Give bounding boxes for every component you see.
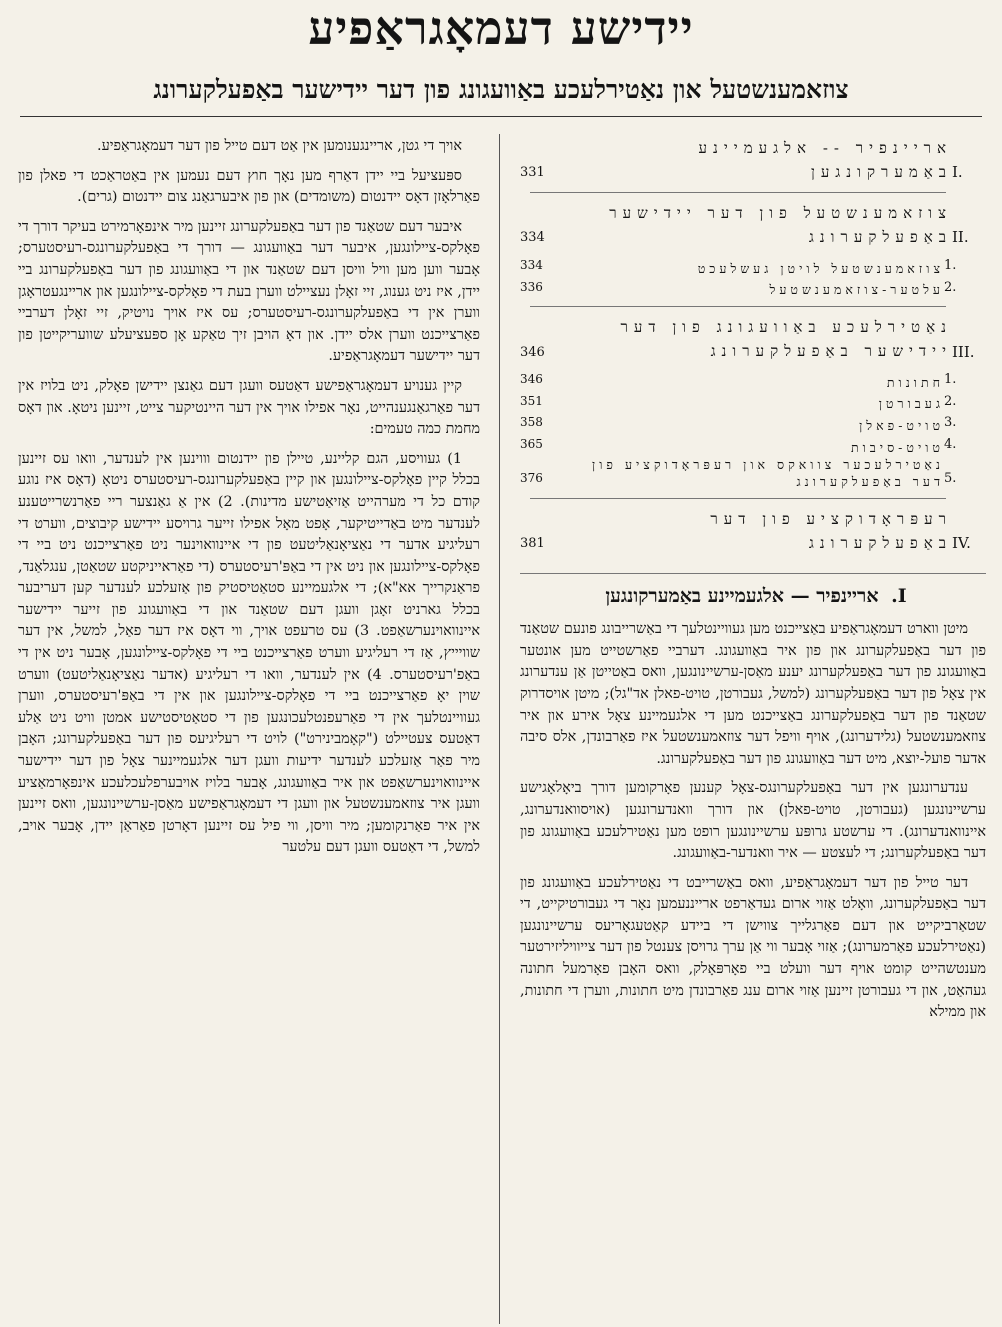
section-heading: [520, 573, 986, 608]
column-divider: [499, 134, 500, 1324]
toc-subitem-label: צוזאמענשטעל לויטן געשלעכט: [697, 260, 944, 276]
toc-item-number: I.: [952, 163, 963, 182]
body-paragraph: קיין גענויע דעמאָגראַפישע דאַטעס וועגן דעם גאַנצן יידישן פאָלק, ניט בלויז אין דער פאַרגאַנגענהייט, נאָר אפילו אויך אין דער היינטיקער צייט, זיינען ניטאָ. און דאָס מחמת כמה טעמים:: [18, 377, 480, 438]
left-column: [18, 136, 480, 867]
toc-subitem[interactable]: [520, 391, 968, 413]
toc-subitem[interactable]: [520, 369, 968, 391]
toc-item[interactable]: [520, 315, 986, 363]
toc-subitem-number: 3.: [944, 415, 957, 431]
toc-subitem-label: עלטער-צוזאמענשטעל: [769, 282, 944, 298]
toc-item[interactable]: [520, 136, 986, 184]
toc-subitem-page: 365: [520, 436, 543, 451]
toc-subitem-page: 334: [520, 258, 543, 272]
toc-subitem-number: 1.: [944, 258, 957, 273]
toc-separator: [530, 498, 946, 499]
toc-item-label: רעפּראָדוקציע פון דער באַפעלקערונג: [710, 509, 952, 552]
toc-item-page: 381: [520, 535, 545, 551]
toc-separator: [530, 192, 946, 193]
toc-item-page: 334: [520, 230, 545, 246]
toc-subitem-page: 376: [520, 470, 543, 485]
section-title: אריינפיר — אלגעמיינע באַמערקונגען: [605, 584, 879, 607]
toc-subitem[interactable]: [520, 434, 968, 456]
body-paragraph: ספּעציעל ביי יידן דאַרף מען נאָך חוץ דעם נעמען אין באַטראַכט די פאלן פון פאַרלאָזן דאָס יידנטום (משומדים) און פון איבערגאַנג צום יידנטום (גרים).: [18, 167, 480, 206]
toc-subitem-number: 1.: [944, 372, 957, 388]
toc-item-number: II.: [952, 228, 969, 247]
toc-item-page: 331: [520, 165, 545, 181]
table-of-contents: [520, 136, 986, 555]
toc-subitem-page: 336: [520, 279, 543, 294]
body-paragraph: אויך די גטן, אריינגענומען אין אַט דעם טייל פון דער דעמאָגראַפיע.: [97, 138, 462, 154]
toc-subitem[interactable]: [520, 412, 968, 434]
toc-subitem-label: חתונות: [886, 374, 944, 390]
toc-subitem-label: טויט-פאלן: [859, 417, 944, 433]
toc-item[interactable]: [520, 507, 986, 555]
toc-item-label: נאַטירלעכע באַוועגונג פון דער יידישער באַפעלקערונג: [620, 318, 952, 361]
toc-item-number: III.: [952, 342, 975, 361]
toc-subitem-page: 358: [520, 415, 543, 430]
toc-subitem-label: נאַטירלעכער צוואקס און רעפּראָדוקציע פון דער באַפעלקערונג: [592, 456, 944, 489]
section-number: I.: [891, 584, 907, 607]
body-paragraph: דער טייל פון דער דעמאָגראַפיע, וואס באַשרייבט די נאַטירלעכע באַוועגונג פון דער באַפעלקערונג, וואָלט אַזוי ארום געדאַרפט ארייננעמען נאָר די געבורטיקייט, די שטאַרביקייט און דעם פאַרגלייך צווישן די ביידע קאַטעגאָריעס ערשיינונגען (נאַטירלעכע פאַרמערונג); אַזוי אָבער ווי אַן ערך גרויסן צענטל פון דער צייוויליזירטער מענטשהייט קומט אויף דער וועלט ביי פאָרפּאָלק, וואס האָבן פאָרמעל חתונה געהאַט, און די געבורטן זיינען אַזוי ארום ענג פאַרבונדן מיט חתונות, ווערן די חתונות, און ממילא: [520, 874, 986, 1021]
toc-separator: [530, 306, 946, 307]
toc-subitem[interactable]: [520, 277, 968, 299]
toc-item-label: אריינפיר -- אלגעמיינע באַמערקונגען: [698, 139, 952, 181]
toc-subitem[interactable]: [520, 456, 968, 490]
body-paragraph: מיטן ווארט דעמאָגראַפיע באַצייכנט מען געוויינטלעך די באַשרייבונג פונעם שטאַנד פון דער באַפעלקערונג און פון איר באַוועגונג. דערביי פאַרשטייט מען אונטער באַוועגונג פון דער באַפעלקערונג יענע מאַסן-ערשיינונגען, וואס באַטייטן אַן ענדערונג אין צאָל פון דער באַפעלקערונג (למשל, געבורטן, טויט-פאלן אד"גל); מיטן אויסדרוק שטאַנד פון דער באַפעלקערונג באַצייכנט מען די אלגעמיינע צאָל אירע און איר צוזאמענשטעל (גלידערונג), אויף וויפל דער צוזאמענשטעל איז פאַרבונדן, אלס סיבה אדער פועל-יוצא, מיט דער באַוועגונג פון דער באַפעלקערונג.: [520, 621, 986, 767]
toc-item-page: 346: [520, 344, 545, 360]
toc-subitem-page: 351: [520, 393, 543, 408]
toc-subitem-number: 2.: [944, 393, 957, 409]
toc-item[interactable]: [520, 201, 986, 249]
toc-item-number: IV.: [952, 533, 971, 552]
toc-subitem-page: 346: [520, 372, 543, 387]
body-paragraph: ענדערונגען אין דער באַפעלקערונגס-צאָל קענען פאָרקומען דורך ביאָלאָגישע ערשיינונגען (געבורטן, טויט-פאלן) און דורך וואנדערונגען (אויסוואנדערונג, איינוואנדערונג). די ערשטע גרופּע ערשיינונגען רופט מען נאַטירלעכע באַוועגונג פון דער באַפעלקערונג; די לעצטע — איר וואנדער-באַוועגונג.: [520, 780, 986, 862]
toc-subitem-label: טויט-סיבות: [850, 439, 944, 455]
toc-subitem[interactable]: [520, 255, 968, 277]
page-title: יידישע דעמאָגראַפיע: [308, 1, 694, 55]
toc-subitem-number: 5.: [944, 470, 957, 486]
toc-item-label: צוזאמענשטעל פון דער יידישער באַפעלקערונג: [609, 204, 952, 246]
body-paragraph: 1) געוויסע, הגם קליינע, טיילן פון יידנטום וווינען אין לענדער, וואו עס זיינען בכלל קיין פאָלקס-ציילונגען און קיין באַפעלקערונגס-רעיסטערס ניטאָ (דאָס איז נוגע קודם כל די מערהייט אַזיאַטישע מדינות). 2) אין אַ גאַנצער ריי פאַרנשרייטענע לענדער מיט באַדייטיקער, אָפט מאָל אפילו זייער גרויסע יידישע קיבוצים, ווערט די רעליגיע אדער די נאַציאָנאַליטעט פון די איינוואוינער ניט פאַרצייכנט ניט ביי די פאָלקס-ציילונגען און ניט אין די באַפּ'רעיסטערס (די פאַראייניקטע שטאַטן, ענגלאַנד, פראַנקרייך אא"א); די אלגעמיינע סטאַטיסטיק פון אַזעלכע לענדער קען דעריבער בכלל גארניט זאָגן וועגן דעם שטאַנד און די באַוועגונג פון זייער יידישער איינוואוינערשאַפט. 3) עס טרעפט אויך, ווי דאָס איז דער פאַל, למשל, אין דער שוויייץ, אַז די רעליגיע ווערט פאַרצייכנט ביי די פאָלקס-ציילונגען, אָבער ניט אין די באַפ'רעיסטערס. 4) אין לענדער, וואו די רעליגיע (אדער נאַציאָנאַליטעט) ווערט שוין יאָ פאַרצייכנט ביי די פאָלקס-ציילונגען און אין די באַפּ'רעיסטערס, ווערן געוויינטלעך אין די פאַרעפנטלעכונגען פון די סטאַטיסטישע אמטן וויט ניט אַלע דאַטעס צעטיילט ("קאָמבינירט") לויט די רעליגיעס פון דער באַפעלקערונג; האָבן מיר פאַר אַזעלכע לענדער ידיעות וועגן דער אלגעמיינער צאָל פון דער יידישער איינוואוינערשאַפט און איר באַוועגונג, אָבער בלויז אויבערפלעכלעכע אינפאָרמאַציע וועגן איר צוזאמענשטעל און וועגן די דעמאָגראַפישע מאַסן-ערשיינונגען, וואס זיינען אין איר פאַרנקומען; מיר וויסן, ווי פיל עס זיינען דאָרטן פאַראַן יידן, אָבער אויב, למשל, די דאַטעס וועגן דעם עלטער: [18, 450, 480, 856]
body-paragraph: איבער דעם שטאַנד פון דער באַפעלקערונג זיינען מיר אינפאָרמירט בעיקר דורך די פאָלקס-ציילונגען, איבער דער באַוועגונג — דורך די באַפעלקערונגס-רעיסטערס; אָבער ווען מען וויל וויסן דעם שטאַנד און די באַוועגונג פון דער באַפעלקערונג ביי יידן, איז ניט גענוג, זיי זאָלן נעציילט ווערן בעת די פאָלקס-ציילונגען און אריינגעטראָגן ווערן אין די באַפעלקערונגס-רעיסטערס; עס איז אויך נויטיק, זיי זאָלן דערביי פאַרצייכנט ווערן אלס יידן. און דאָ הויבן זיך טאַקע אָן ספּעציעלע שוועריקייטן פון דער יידישער דעמאָגראַפיע.: [18, 218, 480, 365]
toc-subitem-number: 4.: [944, 436, 957, 452]
toc-subitem-number: 2.: [944, 279, 957, 295]
page-subtitle: צוזאמענשטעל און נאַטירלעכע באַוועגונג פון דער יידישער באַפעלקערונג: [20, 68, 982, 117]
toc-subitem-label: געבורטן: [878, 396, 944, 412]
right-column: [520, 136, 986, 1032]
